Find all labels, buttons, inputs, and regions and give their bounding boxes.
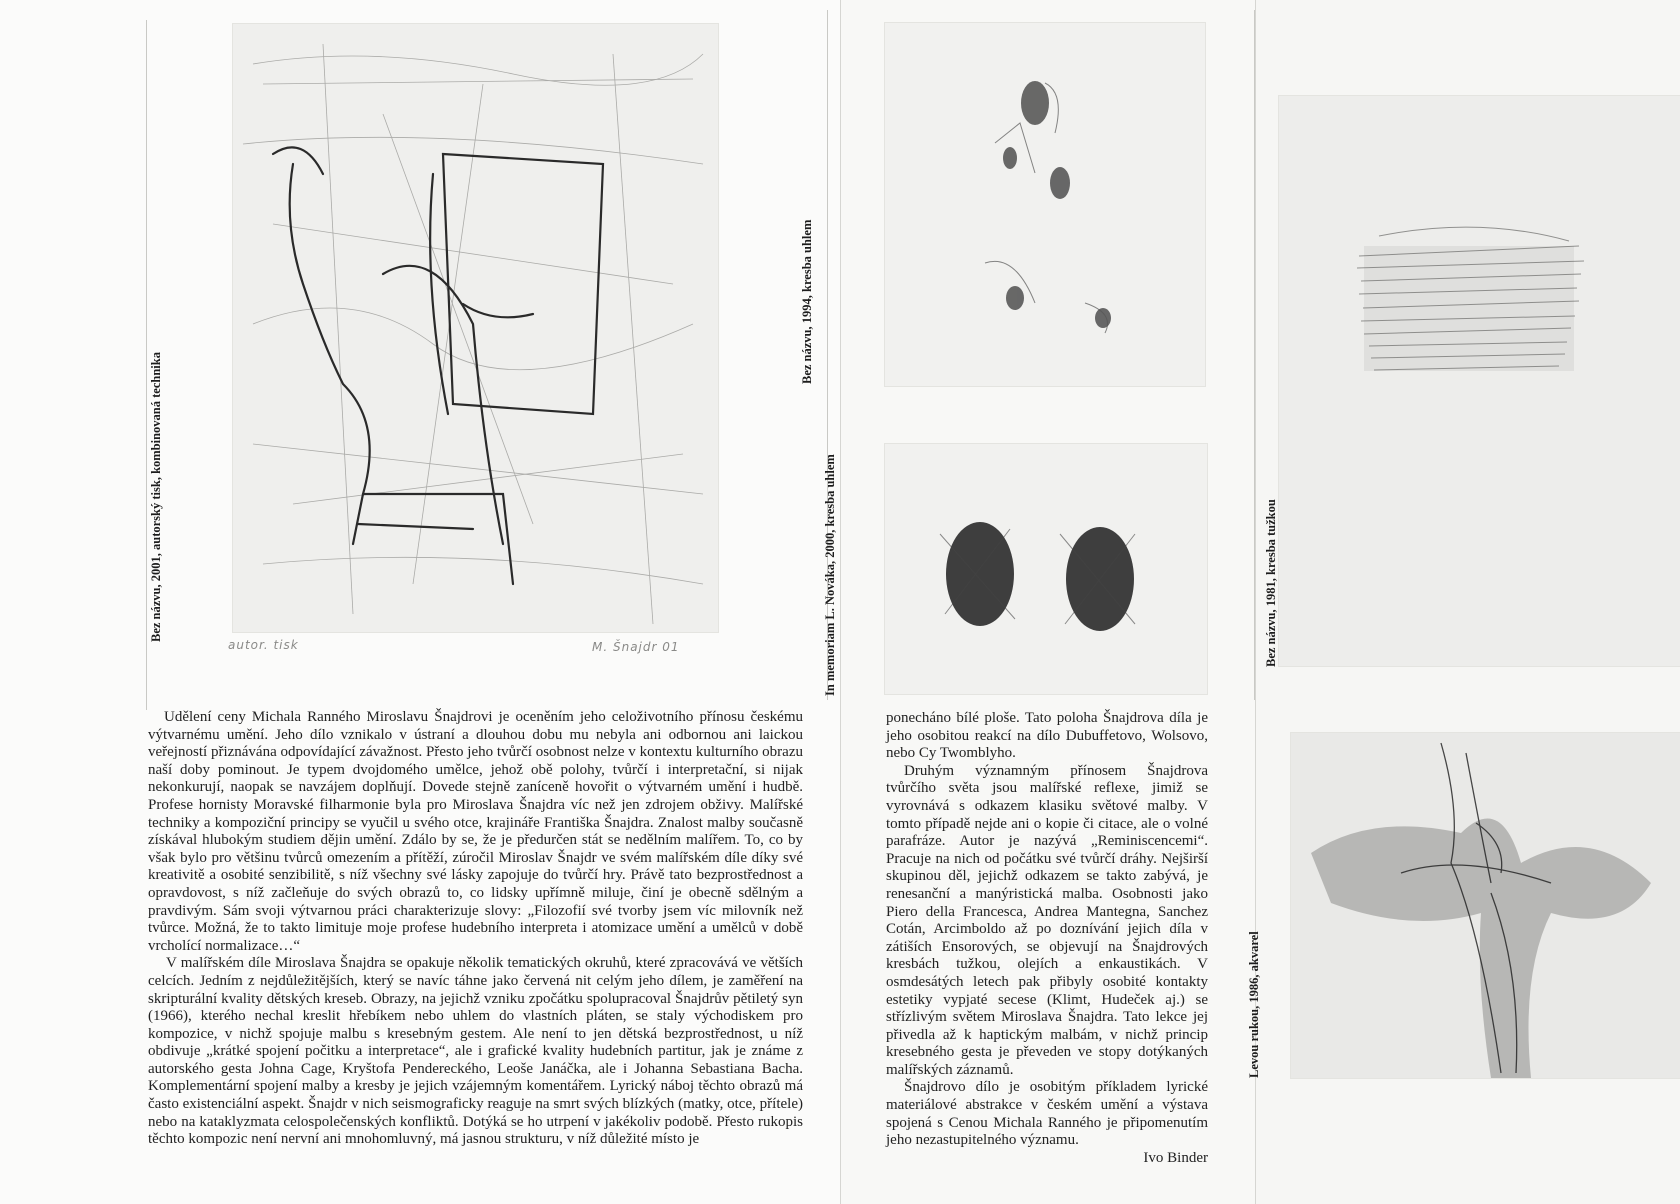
signature-right: M. Šnajdr 01 bbox=[592, 640, 680, 654]
caption-artwork-1: Bez názvu, 2001, autorský tisk, kombinovaná technika bbox=[149, 352, 163, 642]
article-text-left bbox=[148, 709, 803, 1149]
author-name: Ivo Binder bbox=[1143, 1149, 1208, 1166]
paragraph: Šnajdrovo dílo je osobitým příkladem lyrické materiálové abstrakce v českém umění a výstava spojená s Cenou Michala Ranného je připomenutím jeho nezastupitelného významu. bbox=[886, 1079, 1208, 1149]
paragraph: V malířském díle Miroslava Šnajdra se opakuje několik tematických okruhů, které zpracovává ve větších celcích. Jedním z nejdůležitějších, který se navíc táhne jako červená nit celým jeho dílem, je zaměření na skripturální kvality dětských kreseb. Obrazy, na jejichž vzniku zpočátku spolupracoval Šnajdrův pětiletý syn (1966), kterého nechal kreslit hřebíkem nebo uhlem do vlastních pláten, se staly východiskem pro kompozice, v nichž spojuje malbu s kresebným gestem. Ale není to jen dětská bezprostřednost, u níž obdivuje „krátké spojení počitku a interpretace“, ale i grafické kvality hudebních partitur, jak je známe z autorského gesta Johna Cage, Kryštofa Pendereckého, Leoše Janáčka, ale i Johanna Sebastiana Bacha. Komplementární spojení malby a kresby je jejich vzájemným komentářem. Lyrický náboj těchto obrazů má často existenciální aspekt. Šnajdr v nich seismograficky reaguje na smrt svých blízkých (matky, otce, přítele) nebo na kataklyzmata celospolečenských konfliktů. Dotýká se ho utrpení v jakékoliv podobě. Přesto rukopis těchto kompozic není nervní ani mnohomluvný, má jasnou strukturu, v níž důležité místo je bbox=[148, 955, 803, 1148]
caption-artwork-4: Bez názvu, 1981, kresba tužkou bbox=[1264, 499, 1278, 667]
paragraph: Udělení ceny Michala Ranného Miroslavu Šnajdrovi je oceněním jeho celoživotního přínosu českému výtvarnému umění. Jeho dílo vznikalo v ústraní a dlouhou dobu mu nebyla ani odbornou ani laickou veřejností přiznávána odpovídající závažnost. Přesto jeho tvůrčí osobnost nelze v kontextu kulturního obrazu naší doby pominout. Je typem dvojdomého umělce, jehož obě polohy, tvůrčí i interpretační, si nijak nekonkurují, naopak se navzájem doplňují. Dovede stejně zaníceně hovořit o výtvarném umění i hudbě. Profese hornisty Moravské filharmonie byla pro Miroslava Šnajdra víc než jen zdrojem obživy. Malířské techniky a kompoziční principy se vyučil u svého otce, krajináře Františka Šnajdra. Znalost malby současně získával hlubokým studiem dějin umění. Zdálo by se, že je předurčen stát se nedělním malířem. To, co by však bylo pro většinu tvůrců omezením a přítěží, zúročil Miroslav Šnajdr ve svém malířském díle díky své kreativitě a osobité senzibilitě, s níž všechny své lásky zapojuje do tvůrčí hry. Právě tato bezprostřednost a opravdovost, s níž začleňuje do svých obrazů to, co lidsky upřímně miluje, činí je obecně sdělným a pravdivým. Sám svoji výtvarnou práci charakterizuje slovy: „Filozofií své tvorby jsem víc milovník než tvůrce. Možná, že to takto limituje moje profese hudebního interpreta i atomizace umění a umělců v době vrcholící normalizace…“ bbox=[148, 709, 803, 954]
artwork-watercolor-1986 bbox=[1291, 733, 1680, 1078]
paragraph: Druhým významným přínosem Šnajdrova tvůrčího světa jsou malířské reflexe, jimiž se vyrovnává s odkazem klasiku světové malby. V tomto případě nejde ani o kopie či citace, ale o volné parafráze. Autor je nazývá „Reminiscencemi“. Pracuje na nich od počátku své tvůrčí dráhy. Nejširší skupinou děl, jejichž odkazem se takto zabývá, je renesanční a manýristická malba. Osobnosti jako Piero della Francesca, Andrea Mantegna, Sanchez Cotán, Arcimboldo až po doznívání jejich díla v zátiších Ensorových, se objevují na Šnajdrových kresbách tužkou, olejích a enkaustikách. V osmdesátých letech pak přibyly osobité kontakty estetiky vypjaté secese (Klimt, Hudeček aj.) se střízlivým světem Miroslava Šnajdra. Tato lekce jej přivedla až k haptickým malbám, v nichž princip kresebného gesta je převeden ve stopy dotýkaných malířských záznamů. bbox=[886, 762, 1208, 1078]
caption-rule bbox=[146, 20, 147, 710]
caption-artwork-3: In memoriam L. Nováka, 2000, kresba uhlem bbox=[823, 454, 837, 696]
caption-rule bbox=[1254, 10, 1255, 700]
artwork-etching bbox=[233, 24, 718, 632]
page-fold bbox=[840, 0, 841, 1204]
article-text-right bbox=[886, 710, 1208, 1167]
artwork-charcoal-1994 bbox=[885, 23, 1205, 386]
caption-artwork-2: Bez názvu, 1994, kresba uhlem bbox=[800, 219, 814, 384]
caption-artwork-5: Levou rukou, 1986, akvarel bbox=[1247, 931, 1261, 1078]
signature-left: autor. tisk bbox=[228, 638, 299, 652]
artwork-pencil-1981 bbox=[1279, 96, 1680, 666]
artwork-in-memoriam bbox=[885, 444, 1207, 694]
paragraph: ponecháno bílé ploše. Tato poloha Šnajdrova díla je jeho osobitou reakcí na dílo Dubuffetovo, Wolsovo, nebo Cy Twomblyho. bbox=[886, 710, 1208, 762]
